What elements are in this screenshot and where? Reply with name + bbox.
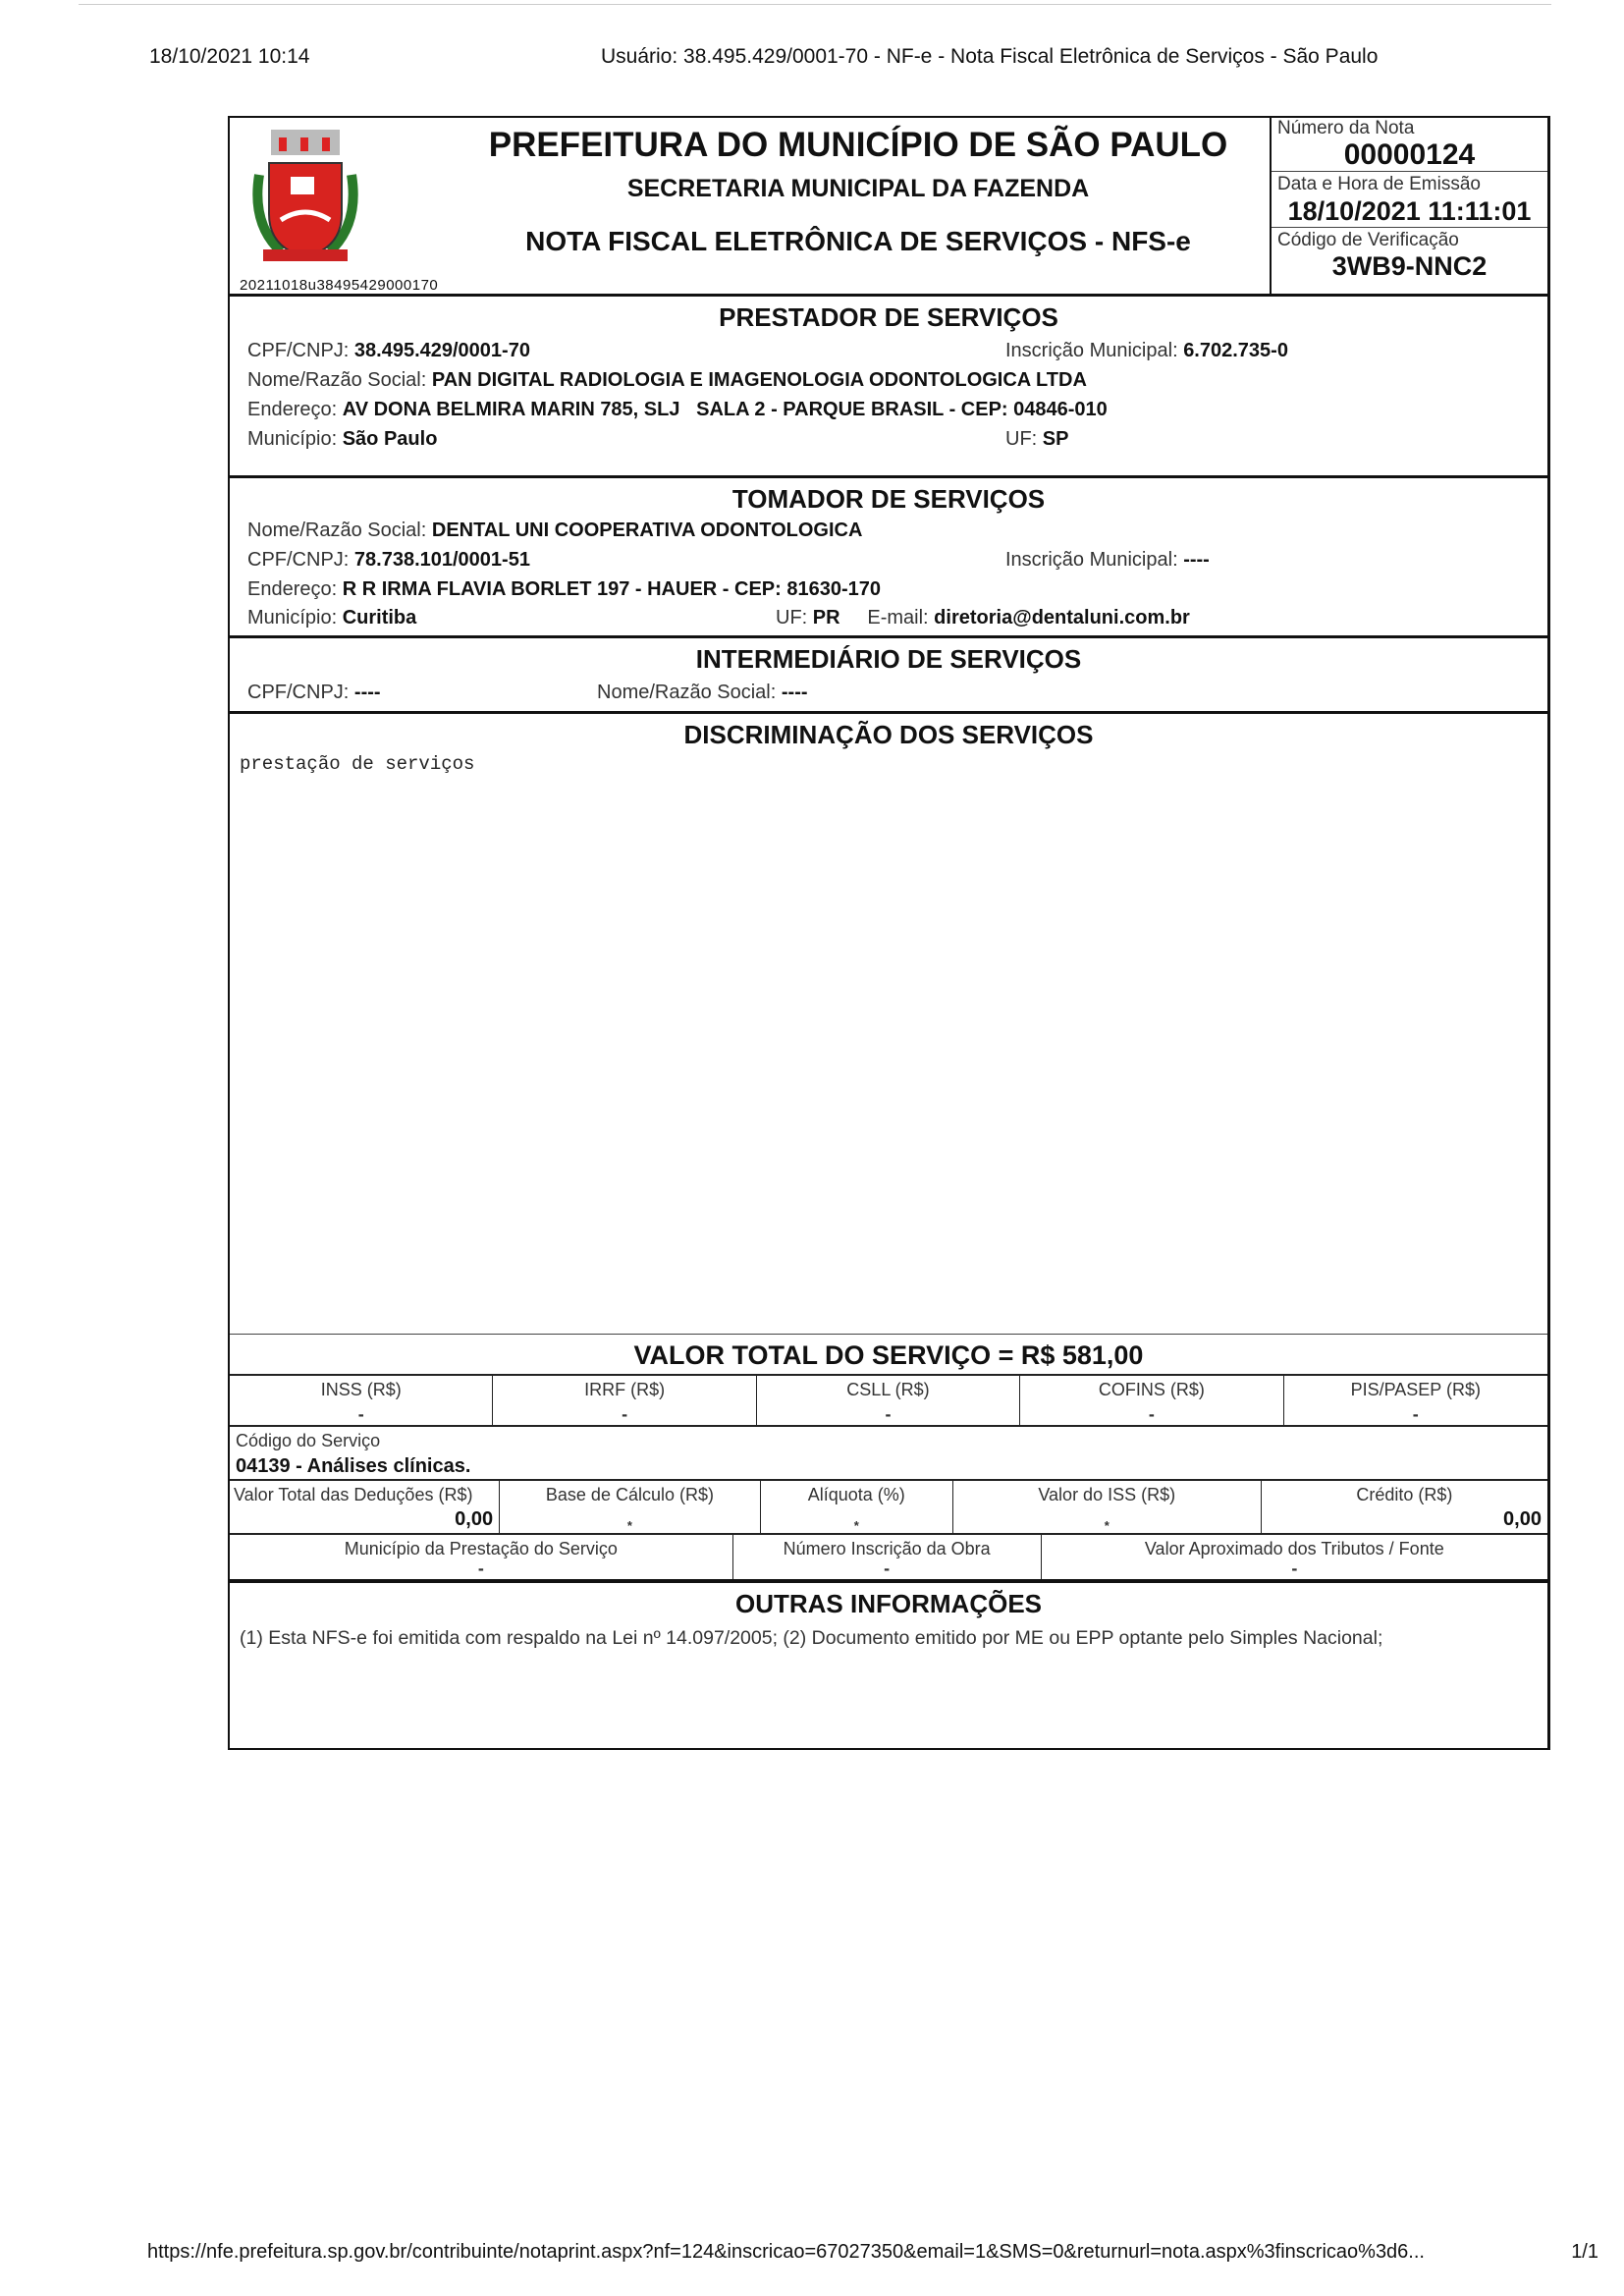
codigo-verificacao: 3WB9-NNC2: [1331, 251, 1488, 281]
divider: [79, 4, 1551, 5]
nota-fiscal: [228, 116, 1550, 1750]
credito-label: Crédito (R$): [1356, 1485, 1453, 1504]
prestador-title: PRESTADOR DE SERVIÇOS: [719, 302, 1058, 332]
tomador-endereco: R R IRMA FLAVIA BORLET 197 - HAUER - CEP: 81630-170: [342, 578, 881, 600]
credito-value: 0,00: [1503, 1508, 1542, 1530]
codigo-servico: [230, 1427, 1547, 1481]
prestador-cnpj: 38.495.429/0001-70: [353, 340, 530, 361]
label: CPF/CNPJ:: [247, 549, 350, 571]
codigo-servico-label: Código do Serviço: [236, 1431, 381, 1450]
prestador-nome: PAN DIGITAL RADIOLOGIA E IMAGENOLOGIA ODONTOLOGICA LTDA: [431, 369, 1087, 391]
codigo-label: Código de Verificação: [1277, 230, 1459, 250]
prestador-im: 6.702.735-0: [1183, 340, 1288, 361]
label: UF:: [776, 607, 808, 629]
calculo-row: [230, 1481, 1547, 1535]
municipio-prestacao-label: Município da Prestação do Serviço: [344, 1539, 618, 1558]
tomador-email: diretoria@dentaluni.com.br: [934, 607, 1190, 629]
prestador-uf: SP: [1042, 428, 1069, 450]
aliquota-value: *: [853, 1518, 859, 1533]
base-calculo-value: *: [626, 1518, 632, 1533]
tributos-fonte-value: -: [1291, 1558, 1298, 1578]
prestador-municipio: São Paulo: [342, 428, 438, 450]
tomador-title: TOMADOR DE SERVIÇOS: [731, 484, 1046, 514]
municipio-prestacao-value: -: [477, 1558, 484, 1578]
label: CPF/CNPJ:: [247, 682, 350, 703]
outras-text: (1) Esta NFS-e foi emitida com respaldo na Lei nº 14.097/2005; (2) Documento emitido por ME ou EPP optante pelo Simples Nacional;: [240, 1627, 1383, 1649]
valor-total: VALOR TOTAL DO SERVIÇO = R$ 581,00: [230, 1335, 1547, 1376]
tributos-fonte-label: Valor Aproximado dos Tributos / Fonte: [1144, 1539, 1444, 1558]
tomador-uf: PR: [812, 607, 840, 629]
page-number: 1/1: [1571, 2241, 1598, 2263]
numero-nota: 00000124: [1272, 139, 1547, 172]
print-datetime: 18/10/2021 10:14: [149, 45, 310, 68]
pis-value: -: [1412, 1404, 1419, 1424]
csll-value: -: [885, 1404, 892, 1424]
outras-title: OUTRAS INFORMAÇÕES: [735, 1589, 1042, 1618]
csll-label: CSLL (R$): [846, 1380, 930, 1399]
inscricao-obra-value: -: [884, 1558, 891, 1578]
intermediario-cnpj: ----: [353, 682, 381, 703]
label: Endereço:: [247, 578, 338, 600]
aliquota-label: Alíquota (%): [807, 1485, 905, 1504]
tomador-im: ----: [1183, 549, 1210, 571]
footer-url: https://nfe.prefeitura.sp.gov.br/contribuinte/notaprint.aspx?nf=124&inscricao=67027350&email=1&SMS=0&returnurl=nota.aspx%3finscricao%3d6...: [147, 2241, 1425, 2263]
secretaria-subtitle: SECRETARIA MUNICIPAL DA FAZENDA: [626, 175, 1090, 202]
print-page-title: Usuário: 38.495.429/0001-70 - NF-e - Nota Fiscal Eletrônica de Serviços - São Paulo: [601, 45, 1379, 68]
cofins-value: -: [1148, 1404, 1155, 1424]
discriminacao-text: prestação de serviços: [240, 753, 475, 775]
valor-iss-label: Valor do ISS (R$): [1038, 1485, 1176, 1504]
tomador-section: [230, 478, 1547, 638]
outras-section: [230, 1583, 1547, 1651]
label: Município:: [247, 428, 338, 450]
discriminacao-section: [230, 714, 1547, 1335]
tomador-cnpj: 78.738.101/0001-51: [353, 549, 530, 571]
document-title: NOTA FISCAL ELETRÔNICA DE SERVIÇOS - NFS-e: [525, 226, 1191, 256]
sao-paulo-coat-of-arms-icon: [251, 126, 359, 271]
data-label: Data e Hora de Emissão: [1277, 174, 1481, 194]
tomador-nome: DENTAL UNI COOPERATIVA ODONTOLOGICA: [431, 519, 863, 541]
label: Nome/Razão Social:: [247, 369, 427, 391]
irrf-label: IRRF (R$): [584, 1380, 666, 1399]
discriminacao-title: DISCRIMINAÇÃO DOS SERVIÇOS: [683, 720, 1094, 749]
prestador-endereco: AV DONA BELMIRA MARIN 785, SLJ SALA 2 - PARQUE BRASIL - CEP: 04846-010: [342, 399, 1108, 420]
tributos-row: [230, 1376, 1547, 1427]
irrf-value: -: [622, 1404, 628, 1424]
intermediario-section: [230, 638, 1547, 714]
deducoes-label: Valor Total das Deduções (R$): [234, 1485, 473, 1504]
label: E-mail:: [867, 607, 929, 629]
obra-row: [230, 1535, 1547, 1583]
base-calculo-label: Base de Cálculo (R$): [545, 1485, 714, 1504]
label: UF:: [1005, 428, 1038, 450]
tomador-municipio: Curitiba: [342, 607, 417, 629]
inscricao-obra-label: Número Inscrição da Obra: [783, 1539, 991, 1558]
label: Município:: [247, 607, 338, 629]
valor-iss-value: *: [1104, 1518, 1110, 1533]
inss-value: -: [357, 1404, 364, 1424]
label: Inscrição Municipal:: [1005, 549, 1178, 571]
intermediario-title: INTERMEDIÁRIO DE SERVIÇOS: [695, 644, 1082, 674]
data-emissao: 18/10/2021 11:11:01: [1272, 195, 1547, 228]
label: Nome/Razão Social:: [247, 519, 427, 541]
label: Inscrição Municipal:: [1005, 340, 1178, 361]
prefeitura-title: PREFEITURA DO MUNICÍPIO DE SÃO PAULO: [488, 126, 1228, 164]
pis-label: PIS/PASEP (R$): [1350, 1380, 1481, 1399]
prestador-section: [230, 297, 1547, 478]
label: Endereço:: [247, 399, 338, 420]
nota-header: [230, 118, 1547, 297]
nota-info: [1270, 118, 1547, 294]
label: Nome/Razão Social:: [597, 682, 777, 703]
barcode-text: 20211018u38495429000170: [240, 277, 439, 294]
intermediario-nome: ----: [781, 682, 808, 703]
label: CPF/CNPJ:: [247, 340, 350, 361]
inss-label: INSS (R$): [320, 1380, 402, 1399]
cofins-label: COFINS (R$): [1098, 1380, 1205, 1399]
codigo-servico-value: 04139 - Análises clínicas.: [236, 1455, 471, 1477]
numero-label: Número da Nota: [1277, 118, 1415, 138]
deducoes-value: 0,00: [455, 1508, 494, 1530]
